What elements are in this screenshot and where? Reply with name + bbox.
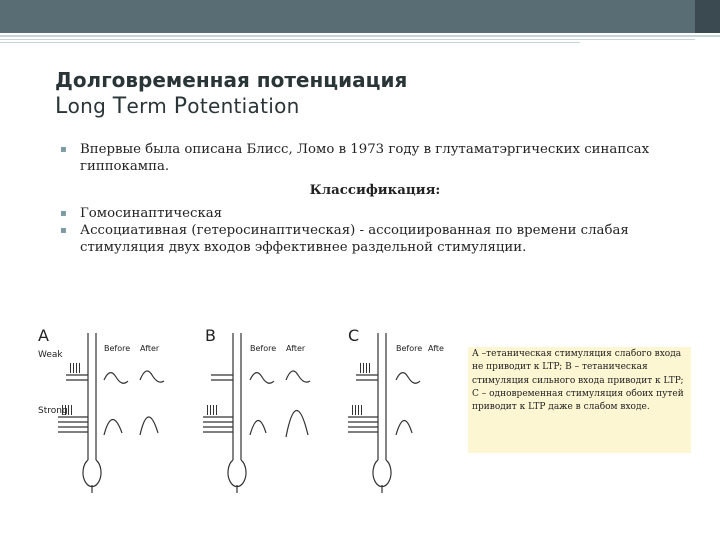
trace-weak-after-b	[286, 371, 310, 382]
bullet-item: ▪ Гомосинаптическая	[60, 205, 670, 222]
trace-weak-before-b	[250, 373, 274, 384]
title-word: Term	[112, 94, 174, 119]
before-label: Before	[250, 344, 277, 353]
trace-weak-before-c	[396, 373, 420, 384]
header-rule	[0, 35, 720, 37]
trace-strong-before-c	[396, 420, 412, 435]
trace-strong-before-a	[104, 419, 122, 435]
trace-strong-before-b	[250, 420, 266, 435]
header-rule	[0, 42, 580, 43]
strong-label: Strong	[38, 406, 68, 416]
ltp-figure	[30, 325, 470, 515]
figure-caption: А –тетаническая стимуляция слабого входа не приводит к LTP; В – тетаническая стимуляция сильного входа приводит к LTP; С – одновременная стимуляция обоих путей приводит к LTP даже в слабом входе.	[468, 347, 691, 453]
header-rule	[0, 39, 695, 40]
trace-weak-after-a	[140, 371, 164, 382]
before-label: Before	[104, 344, 131, 353]
panel-label-a: A	[38, 326, 49, 345]
title-word: Long	[55, 94, 113, 119]
neuron-a	[83, 333, 101, 487]
top-bar	[0, 0, 695, 33]
classification-heading: Классификация:	[309, 183, 441, 198]
neuron-b	[228, 333, 246, 487]
title-english	[55, 93, 407, 120]
after-label: After	[140, 344, 160, 353]
bullet-item: ▪ Впервые была описана Блисс, Ломо в 1973 году в глутаматэргических синапсах гиппокампа.	[60, 141, 670, 175]
neuron-c	[373, 333, 391, 487]
trace-strong-after-b	[286, 410, 308, 437]
top-bar-corner	[695, 0, 720, 33]
after-label: After	[286, 344, 306, 353]
trace-strong-after-a	[140, 417, 158, 435]
bullet-list	[60, 141, 670, 256]
trace-weak-before-a	[104, 373, 128, 384]
panel-label-b: B	[205, 326, 216, 345]
panel-label-c: C	[348, 326, 360, 345]
title-russian: Долговременная потенциация	[55, 68, 408, 92]
ltp-diagram	[30, 325, 470, 515]
title-word: Potentiation	[173, 94, 300, 119]
slide-title	[55, 67, 407, 120]
before-label: Before	[396, 344, 423, 353]
after-label: Afte	[428, 344, 444, 353]
bullet-item: ▪ Ассоциативная (гетеросинаптическая) - ассоциированная по времени слабая стимуляция двух входов эффективнее раздельной стимуляции.	[60, 222, 670, 256]
weak-label: Weak	[38, 350, 63, 360]
